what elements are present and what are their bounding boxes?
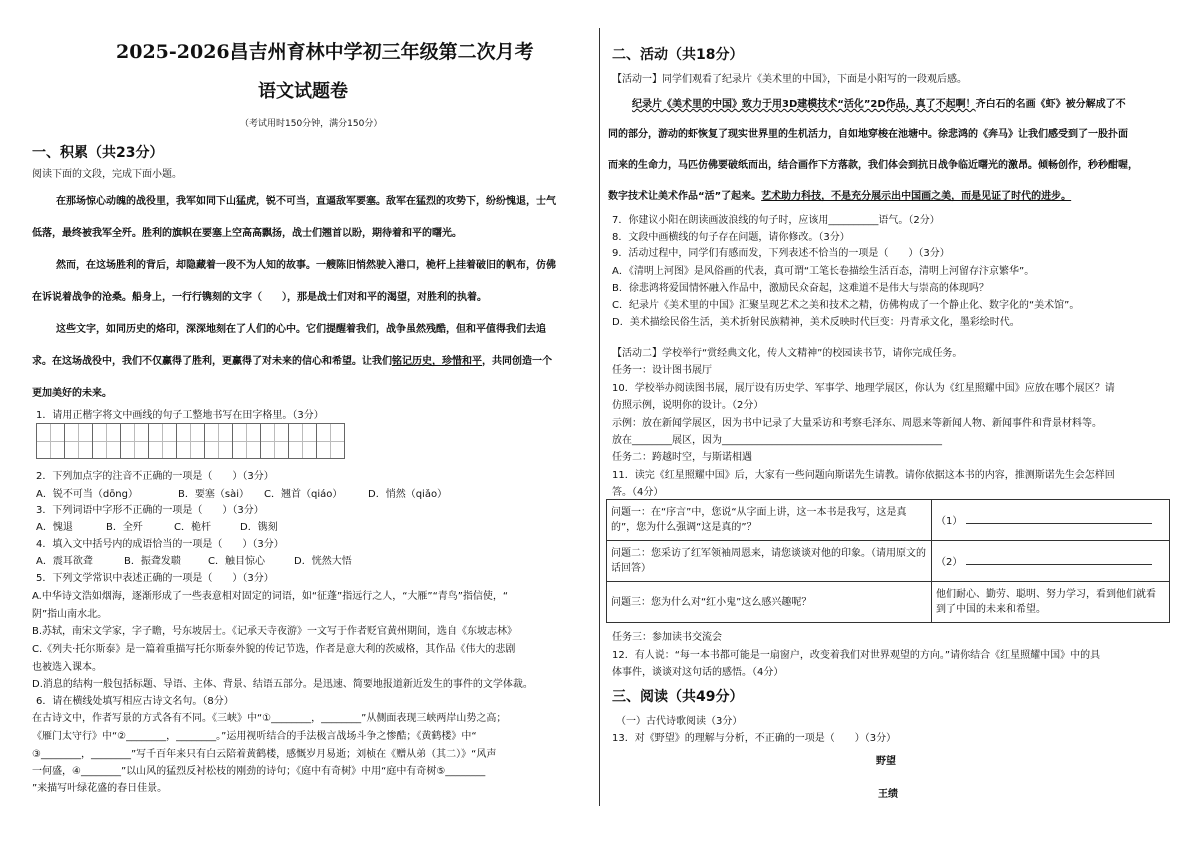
q9-option-c: C．纪录片《美术里的中国》汇聚呈现艺术之美和技术之精，仿佛构成了一个静止化、数字化的“美术馆”。 [612, 300, 1080, 311]
table-question: 问题一：在“序言”中，您说“从字面上讲，这一本书是我写，这是真的”，您为什么强调“这是真的”？ [607, 500, 932, 541]
activity1-text: 齐白石的名画《虾》被分解成了不 [975, 99, 1126, 110]
question-9: 9．活动过程中，同学们有感而发，下列表述不恰当的一项是（ ）（3分） [612, 248, 950, 259]
q5-line: 也被选入课本。 [32, 662, 102, 673]
question-4: 4．填入文中括号内的成语恰当的一项是（ ）（3分） [36, 539, 284, 550]
passage-text: ，共同创造一个 [482, 356, 552, 367]
q4-option-c: C．触目惊心 [208, 556, 265, 567]
activity1-line-with-underline [608, 187, 1071, 202]
activity1-line: 同的部分，游动的虾恢复了现实世界里的生机活力，自如地穿梭在池塘中。徐悲鸿的《奔马》让我们感受到了一股扑面 [608, 129, 1128, 140]
q9-option-b: B．徐悲鸿将爱国情怀融入作品中，激励民众奋起，这难道不是伟大与崇高的体现吗？ [612, 283, 989, 294]
q12-line: 体事件，谈谈对这句话的感悟。（4分） [612, 667, 784, 678]
q6-line: 在古诗文中，作者写景的方式各有不同。《三峡》中“①________，________”从侧面表现三峡两岸山势之高； [32, 713, 507, 724]
answer-blank[interactable] [966, 553, 1152, 565]
exam-note: （考试用时150分钟，满分150分） [240, 119, 383, 129]
passage-text: 求。在这场战役中，我们不仅赢得了胜利，更赢得了对未来的信心和希望。让我们 [32, 356, 392, 367]
reading-subsection: （一）古代诗歌阅读（3分） [616, 716, 743, 727]
passage-line-with-underline [32, 352, 552, 367]
passage-line: 然而，在这场胜利的背后，却隐藏着一段不为人知的故事。一艘陈旧悄然驶入港口，桅杆上挂着破旧的帆布，仿佛 [56, 260, 556, 271]
table-answer: 他们耐心、勤劳、聪明、努力学习，看到他们就看到了中国的未来和希望。 [932, 582, 1170, 623]
passage-intro: 阅读下面的文段，完成下面小题。 [32, 169, 182, 180]
tianzige-cell[interactable] [176, 423, 205, 459]
q11-line: 答。（4分） [612, 487, 664, 498]
tianzige-cell[interactable] [204, 423, 233, 459]
q3-option-b: B．全歼 [106, 522, 143, 533]
q10-answer-line[interactable]: 放在________展区，因为____________________________________________ [612, 435, 942, 446]
section-title-reading: 三、阅读（共49分） [612, 689, 744, 705]
table-question: 问题二：您采访了红军领袖周恩来，请您谈谈对他的印象。（请用原文的话回答） [607, 541, 932, 582]
wavy-underlined-sentence: 纪录片《美术里的中国》致力于用3D建模技术“活化”2D作品，真了不起啊！ [632, 99, 976, 110]
tianzige-cell[interactable] [260, 423, 289, 459]
table-answer[interactable] [932, 500, 1170, 541]
table-answer[interactable] [932, 541, 1170, 582]
question-13: 13．对《野望》的理解与分析，不正确的一项是（ ）（3分） [612, 733, 897, 744]
activity1-line-with-wave [632, 95, 1126, 110]
activity1-text: 数字技术让美术作品“活”了起来。 [608, 191, 762, 202]
tianzige-cell[interactable] [64, 423, 93, 459]
q9-option-a: A．《清明上河图》是风俗画的代表，真可谓“工笔长卷描绘生活百态，清明上河留存汴京繁华”。 [612, 266, 1035, 277]
q5-line: 阴”指山南水北。 [32, 609, 108, 620]
tianzige-cell[interactable] [288, 423, 317, 459]
q6-line: 一何盛，④________”以山风的猛烈反衬松枝的刚劲的诗句；《庭中有奇树》中用“庭中有奇树⑤________ [32, 766, 486, 777]
q6-line: 《雁门太守行》中“②________，________。”运用视听结合的手法极言战场斗争之惨酷；《黄鹤楼》中“ [32, 731, 477, 742]
activity1-intro: 【活动一】同学们观看了纪录片《美术里的中国》，下面是小阳写的一段观后感。 [612, 74, 967, 85]
q10-line: 仿照示例，说明你的设计。（2分） [612, 400, 764, 411]
tianzige-cell[interactable] [92, 423, 121, 459]
q4-option-b: B．振聋发聩 [124, 556, 181, 567]
q4-option-a: A．震耳欲聋 [36, 556, 93, 567]
tianzige-cell[interactable] [232, 423, 261, 459]
tianzige-cell[interactable] [316, 423, 345, 459]
q11-line: 11．读完《红星照耀中国》后，大家有一些问题向斯诺先生请教。请你依据这本书的内容，推测斯诺先生会怎样回 [612, 470, 1115, 481]
poem-title: 野望 [876, 756, 896, 767]
passage-line: 低落，最终被我军全歼。胜利的旗帜在要塞上空高高飘扬，战士们翘首以盼，期待着和平的曙光。 [32, 228, 462, 239]
answer-blank[interactable] [966, 512, 1152, 524]
section-title-activity: 二、活动（共18分） [612, 47, 744, 63]
task-2: 任务二：跨越时空，与斯诺相遇 [612, 452, 752, 463]
exam-subtitle: 语文试题卷 [258, 81, 348, 102]
q5-line: B.苏轼，南宋文学家，字子瞻，号东坡居士。《记承天寺夜游》一文写于作者贬官黄州期间，选自《东坡志林》 [32, 626, 518, 637]
table-row [607, 582, 1170, 623]
task-1: 任务一：设计图书展厅 [612, 365, 712, 376]
activity2-intro: 【活动二】学校举行“赏经典文化，传人文精神”的校园读书节，请你完成任务。 [612, 348, 963, 359]
task-3: 任务三：参加读书交流会 [612, 632, 722, 643]
tianzige-cell[interactable] [36, 423, 65, 459]
q5-line: D.消息的结构一般包括标题、导语、主体、背景、结语五部分。是迅速、简要地报道新近发生的事件的文学体裁。 [32, 679, 533, 690]
q10-line: 10．学校举办阅读图书展，展厅设有历史学、军事学、地理学展区，你认为《红星照耀中国》应放在哪个展区？请 [612, 383, 1115, 394]
q3-option-d: D．镌刻 [240, 522, 278, 533]
passage-line: 这些文字，如同历史的烙印，深深地刻在了人们的心中。它们提醒着我们，战争虽然残酷，但和平值得我们去追 [56, 324, 546, 335]
q12-line: 12．有人说：“每一本书都可能是一扇窗户，改变着我们对世界观望的方向。”请你结合《红星照耀中国》中的具 [612, 650, 1101, 661]
question-1: 1．请用正楷字将文中画线的句子工整地书写在田字格里。（3分） [36, 410, 324, 421]
exam-title: 2025-2026昌吉州育林中学初三年级第二次月考 [116, 41, 534, 63]
q2-option-b: B．要塞（sài） [178, 489, 249, 500]
passage-line: 在那场惊心动魄的战役里，我军如同下山猛虎，锐不可当，直逼敌军要塞。敌军在猛烈的攻势下，纷纷愧退，士气 [56, 196, 556, 207]
q6-line: ③________，________”写千百年来只有白云陪着黄鹤楼，感慨岁月易逝；刘桢在《赠从弟（其二）》“风声 [32, 749, 497, 760]
q10-example: 示例：放在新闻学展区，因为书中记录了大量采访和考察毛泽东、周恩来等新闻人物、新闻事件和背景材料等。 [612, 418, 1102, 429]
table-row [607, 500, 1170, 541]
q9-option-d: D．美术描绘民俗生活，美术折射民族精神，美术反映时代巨变：丹青承文化，墨彩绘时代。 [612, 317, 1020, 328]
q5-line: A.中华诗文浩如烟海，逐渐形成了一些表意相对固定的词语，如“征蓬”指远行之人，“大雁”“青鸟”指信使，“ [32, 591, 509, 602]
answer-number: （1） [936, 515, 963, 527]
question-8: 8．文段中画横线的句子存在问题，请你修改。（3分） [612, 232, 850, 243]
q2-option-a: A．锐不可当（dōng） [36, 489, 138, 500]
q6-line: ”来描写叶绿花盛的春日佳景。 [32, 783, 168, 794]
section-title-accumulation: 一、积累（共23分） [32, 145, 164, 161]
q2-option-d: D．悄然（qiǎo） [368, 489, 448, 500]
column-divider [599, 28, 600, 806]
answer-number: （2） [936, 556, 963, 568]
passage-line: 在诉说着战争的沧桑。船身上，一行行镌刻的文字（ ），那是战士们对和平的渴望，对胜利的执着。 [32, 292, 487, 303]
poem-author: 王绩 [878, 789, 898, 800]
q2-option-c: C．翘首（qiáo） [264, 489, 343, 500]
underlined-sentence: 铭记历史，珍惜和平 [392, 356, 482, 367]
q5-line: C.《列夫·托尔斯泰》是一篇着重描写托尔斯泰外貌的传记节选，作者是意大利的茨威格，其作品《伟大的悲剧 [32, 644, 516, 655]
tianzige-grid[interactable] [36, 423, 344, 459]
interview-table [606, 499, 1170, 623]
table-question: 问题三：您为什么对“红小鬼”这么感兴趣呢？ [607, 582, 932, 623]
question-5: 5．下列文学常识中表述正确的一项是（ ）（3分） [36, 573, 274, 584]
table-row [607, 541, 1170, 582]
tianzige-cell[interactable] [148, 423, 177, 459]
underlined-sentence: 艺术助力科技，不是充分展示出中国画之美，而是见证了时代的进步。 [761, 191, 1072, 202]
question-3: 3．下列词语中字形不正确的一项是（ ）（3分） [36, 505, 264, 516]
question-6: 6．请在横线处填写相应古诗文名句。（8分） [36, 696, 234, 707]
q4-option-d: D．恍然大悟 [294, 556, 352, 567]
tianzige-cell[interactable] [120, 423, 149, 459]
q3-option-a: A．愧退 [36, 522, 73, 533]
activity1-line: 而来的生命力，马匹仿佛要破纸而出，结合画作下方落款，我们体会到抗日战争临近曙光的激昂。倾畅创作，秒秒酣喔， [608, 160, 1138, 171]
passage-line: 更加美好的未来。 [32, 388, 112, 399]
question-7: 7．你建议小阳在朗读画波浪线的句子时，应该用__________语气。（2分） [612, 215, 940, 226]
question-2: 2．下列加点字的注音不正确的一项是（ ）（3分） [36, 471, 274, 482]
q3-option-c: C．桅杆 [174, 522, 211, 533]
